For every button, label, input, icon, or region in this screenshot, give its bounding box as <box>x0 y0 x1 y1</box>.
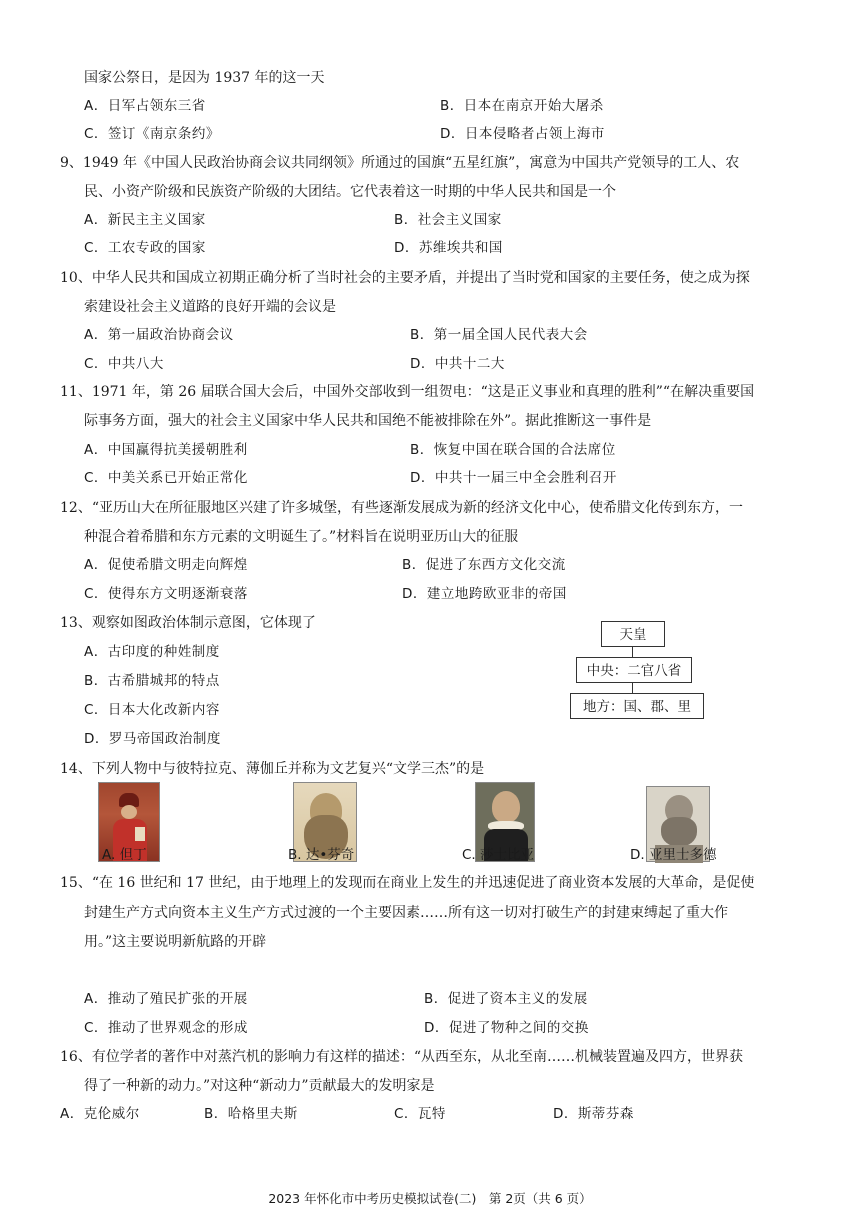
diagram-box-emperor: 天皇 <box>601 621 665 647</box>
diagram-connector-1 <box>632 647 633 657</box>
q15-stem-line2: 封建生产方式向资本主义生产方式过渡的一个主要因素……所有这一切对打破生产的封建束缚起了重大作 <box>84 905 728 921</box>
q12-stem-line2: 种混合着希腊和东方元素的文明诞生了。”材料旨在说明亚历山大的征服 <box>84 529 519 545</box>
q12-option-c[interactable]: C．使得东方文明逐渐衰落 <box>84 586 248 602</box>
q13-option-d[interactable]: D．罗马帝国政治制度 <box>84 731 221 747</box>
q11-option-b[interactable]: B．恢复中国在联合国的合法席位 <box>410 442 616 458</box>
dante-face <box>121 805 137 819</box>
q10-stem-line2: 索建设社会主义道路的良好开端的会议是 <box>84 299 336 315</box>
q16-option-a[interactable]: A．克伦威尔 <box>60 1106 140 1122</box>
q9-option-b[interactable]: B．社会主义国家 <box>394 212 502 228</box>
q15-stem-line1: 15、“在 16 世纪和 17 世纪，由于地理上的发现而在商业上发生的并迅速促进了商业资本发展的大革命，是促使 <box>60 875 755 891</box>
page-footer: 2023 年怀化市中考历史模拟试卷(二) 第 2页（共 6 页） <box>268 1191 592 1206</box>
q12-stem-line1: 12、“亚历山大在所征服地区兴建了许多城堡，有些逐渐发展成为新的经济文化中心，使希腊文化传到东方，一 <box>60 500 743 516</box>
q12-option-b[interactable]: B．促进了东西方文化交流 <box>402 557 566 573</box>
q11-option-d[interactable]: D．中共十一届三中全会胜利召开 <box>410 470 617 486</box>
q15-option-d[interactable]: D．促进了物种之间的交换 <box>424 1020 589 1036</box>
q14-option-a[interactable]: A. 但丁 <box>102 847 147 863</box>
q13-option-a[interactable]: A．古印度的种姓制度 <box>84 644 220 660</box>
q10-option-b[interactable]: B．第一届全国人民代表大会 <box>410 327 588 343</box>
q10-option-a[interactable]: A．第一届政治协商会议 <box>84 327 234 343</box>
q9-stem-line1: 9、1949 年《中国人民政治协商会议共同纲领》所通过的国旗“五星红旗”，寓意为中国共产党领导的工人、农 <box>60 155 740 171</box>
diagram-box-central: 中央：二官八省 <box>576 657 692 683</box>
q11-stem-line2: 际事务方面，强大的社会主义国家中华人民共和国绝不能被排除在外”。据此推断这一事件是 <box>84 413 652 429</box>
q16-stem-line2: 得了一种新的动力。”对这种“新动力”贡献最大的发明家是 <box>84 1078 435 1094</box>
q11-option-c[interactable]: C．中美关系已开始正常化 <box>84 470 248 486</box>
q11-option-a[interactable]: A．中国赢得抗美援朝胜利 <box>84 442 248 458</box>
q12-option-d[interactable]: D．建立地跨欧亚非的帝国 <box>402 586 567 602</box>
dante-book <box>135 827 145 841</box>
q8-option-d[interactable]: D．日本侵略者占领上海市 <box>440 126 605 142</box>
q14-option-b[interactable]: B. 达•芬奇 <box>288 847 355 863</box>
q15-option-c[interactable]: C．推动了世界观念的形成 <box>84 1020 248 1036</box>
q16-option-b[interactable]: B．哈格里夫斯 <box>204 1106 298 1122</box>
q9-option-d[interactable]: D．苏维埃共和国 <box>394 240 503 256</box>
q10-option-c[interactable]: C．中共八大 <box>84 356 164 372</box>
q10-option-d[interactable]: D．中共十二大 <box>410 356 505 372</box>
q16-option-d[interactable]: D．斯蒂芬森 <box>553 1106 634 1122</box>
q16-option-c[interactable]: C．瓦特 <box>394 1106 446 1122</box>
q16-stem-line1: 16、有位学者的著作中对蒸汽机的影响力有这样的描述：“从西至东，从北至南……机械装置遍及四方，世界获 <box>60 1049 743 1065</box>
q14-stem-line1: 14、下列人物中与彼特拉克、薄伽丘并称为文艺复兴“文学三杰”的是 <box>60 761 485 777</box>
q8-option-c[interactable]: C．签订《南京条约》 <box>84 126 220 142</box>
q9-option-c[interactable]: C．工农专政的国家 <box>84 240 206 256</box>
diagram-connector-2 <box>632 683 633 693</box>
q11-stem-line1: 11、1971 年，第 26 届联合国大会后，中国外交部收到一组贺电：“这是正义事业和真理的胜利”“在解决重要国 <box>60 384 755 400</box>
diagram-box-local: 地方：国、郡、里 <box>570 693 704 719</box>
q14-option-d[interactable]: D. 亚里士多德 <box>630 847 717 863</box>
q13-option-c[interactable]: C．日本大化改新内容 <box>84 702 220 718</box>
q9-stem-line2: 民、小资产阶级和民族资产阶级的大团结。它代表着这一时期的中华人民共和国是一个 <box>84 184 616 200</box>
q13-option-b[interactable]: B．古希腊城邦的特点 <box>84 673 220 689</box>
q13-stem-line1: 13、观察如图政治体制示意图，它体现了 <box>60 615 316 631</box>
q14-option-c[interactable]: C. 莎士比亚 <box>462 847 535 863</box>
q15-stem-line3: 用。”这主要说明新航路的开辟 <box>84 934 267 950</box>
q8-stem-cont: 国家公祭日，是因为 1937 年的这一天 <box>84 70 325 86</box>
q15-option-b[interactable]: B．促进了资本主义的发展 <box>424 991 588 1007</box>
q8-option-b[interactable]: B．日本在南京开始大屠杀 <box>440 98 604 114</box>
q8-option-a[interactable]: A．日军占领东三省 <box>84 98 206 114</box>
q12-option-a[interactable]: A．促使希腊文明走向辉煌 <box>84 557 248 573</box>
q9-option-a[interactable]: A．新民主主义国家 <box>84 212 206 228</box>
q10-stem-line1: 10、中华人民共和国成立初期正确分析了当时社会的主要矛盾，并提出了当时党和国家的主要任务，使之成为探 <box>60 270 750 286</box>
shakespeare-face <box>492 791 520 823</box>
q15-option-a[interactable]: A．推动了殖民扩张的开展 <box>84 991 248 1007</box>
